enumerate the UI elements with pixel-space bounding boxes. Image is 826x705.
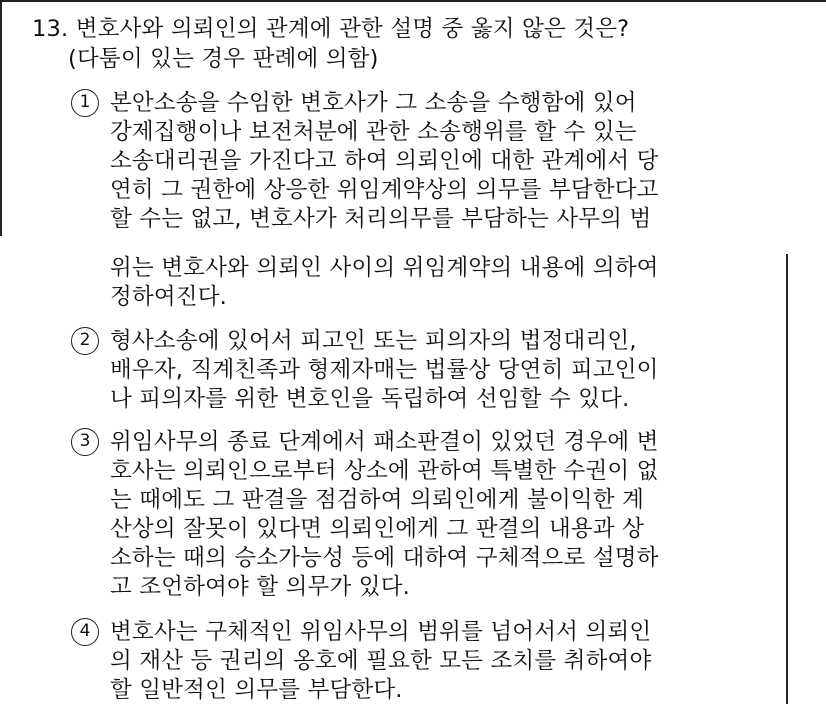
choice-3-line-4: 산상의 잘못이 있다면 의뢰인에게 그 판결의 내용과 상 — [110, 516, 645, 542]
choice-1-line-1: 본안소송을 수임한 변호사가 그 소송을 수행함에 있어 — [110, 90, 637, 116]
choice-2-line-2: 배우자, 직계친족과 형제자매는 법률상 당연히 피고인이 — [110, 357, 659, 383]
choice-3-line-1: 위임사무의 종료 단계에서 패소판결이 있었던 경우에 변 — [110, 429, 659, 455]
choice-marker-3: 3 — [71, 428, 99, 456]
choice-marker-4: 4 — [71, 618, 99, 646]
question-number: 13. — [32, 16, 69, 42]
choice-3-line-3: 는 때에도 그 판결을 점검하여 의뢰인에게 불이익한 계 — [110, 487, 645, 513]
right-border-line — [786, 254, 788, 704]
choice-marker-2: 2 — [71, 327, 99, 355]
question-text: 변호사와 의뢰인의 관계에 관한 설명 중 옳지 않은 것은? — [75, 16, 630, 42]
choice-2-line-1: 형사소송에 있어서 피고인 또는 피의자의 법정대리인, — [110, 328, 637, 354]
choice-1-line-4: 연히 그 권한에 상응한 위임계약상의 의무를 부담한다고 — [110, 177, 659, 203]
choice-1-line-6: 위는 변호사와 의뢰인 사이의 위임계약의 내용에 의하여 — [110, 255, 659, 281]
choice-4-line-1: 변호사는 구체적인 위임사무의 범위를 넘어서서 의뢰인 — [110, 619, 652, 645]
question-stem-line-2: (다툼이 있는 경우 판례에 의함) — [68, 46, 379, 72]
question-stem-line-1 — [32, 14, 629, 44]
choice-4-line-3: 할 일반적인 의무를 부담한다. — [110, 677, 403, 703]
left-border-line — [0, 0, 2, 236]
choice-1-line-7: 정하여진다. — [110, 284, 228, 310]
choice-2-line-3: 나 피의자를 위한 변호인을 독립하여 선임할 수 있다. — [110, 386, 630, 412]
choice-3-line-2: 호사는 의뢰인으로부터 상소에 관하여 특별한 수권이 없 — [110, 458, 659, 484]
choice-1-line-2: 강제집행이나 보전처분에 관한 소송행위를 할 수 있는 — [110, 119, 637, 145]
choice-3-line-5: 소하는 때의 승소가능성 등에 대하여 구체적으로 설명하 — [110, 545, 659, 571]
choice-1-line-5: 할 수는 없고, 변호사가 처리의무를 부담하는 사무의 범 — [110, 206, 652, 232]
choice-1-line-3: 소송대리권을 가진다고 하여 의뢰인에 대한 관계에서 당 — [110, 148, 659, 174]
choice-marker-1: 1 — [71, 89, 99, 117]
top-border-line — [0, 0, 826, 2]
choice-4-line-2: 의 재산 등 권리의 옹호에 필요한 모든 조치를 취하여야 — [110, 648, 652, 674]
choice-3-line-6: 고 조언하여야 할 의무가 있다. — [110, 574, 410, 600]
